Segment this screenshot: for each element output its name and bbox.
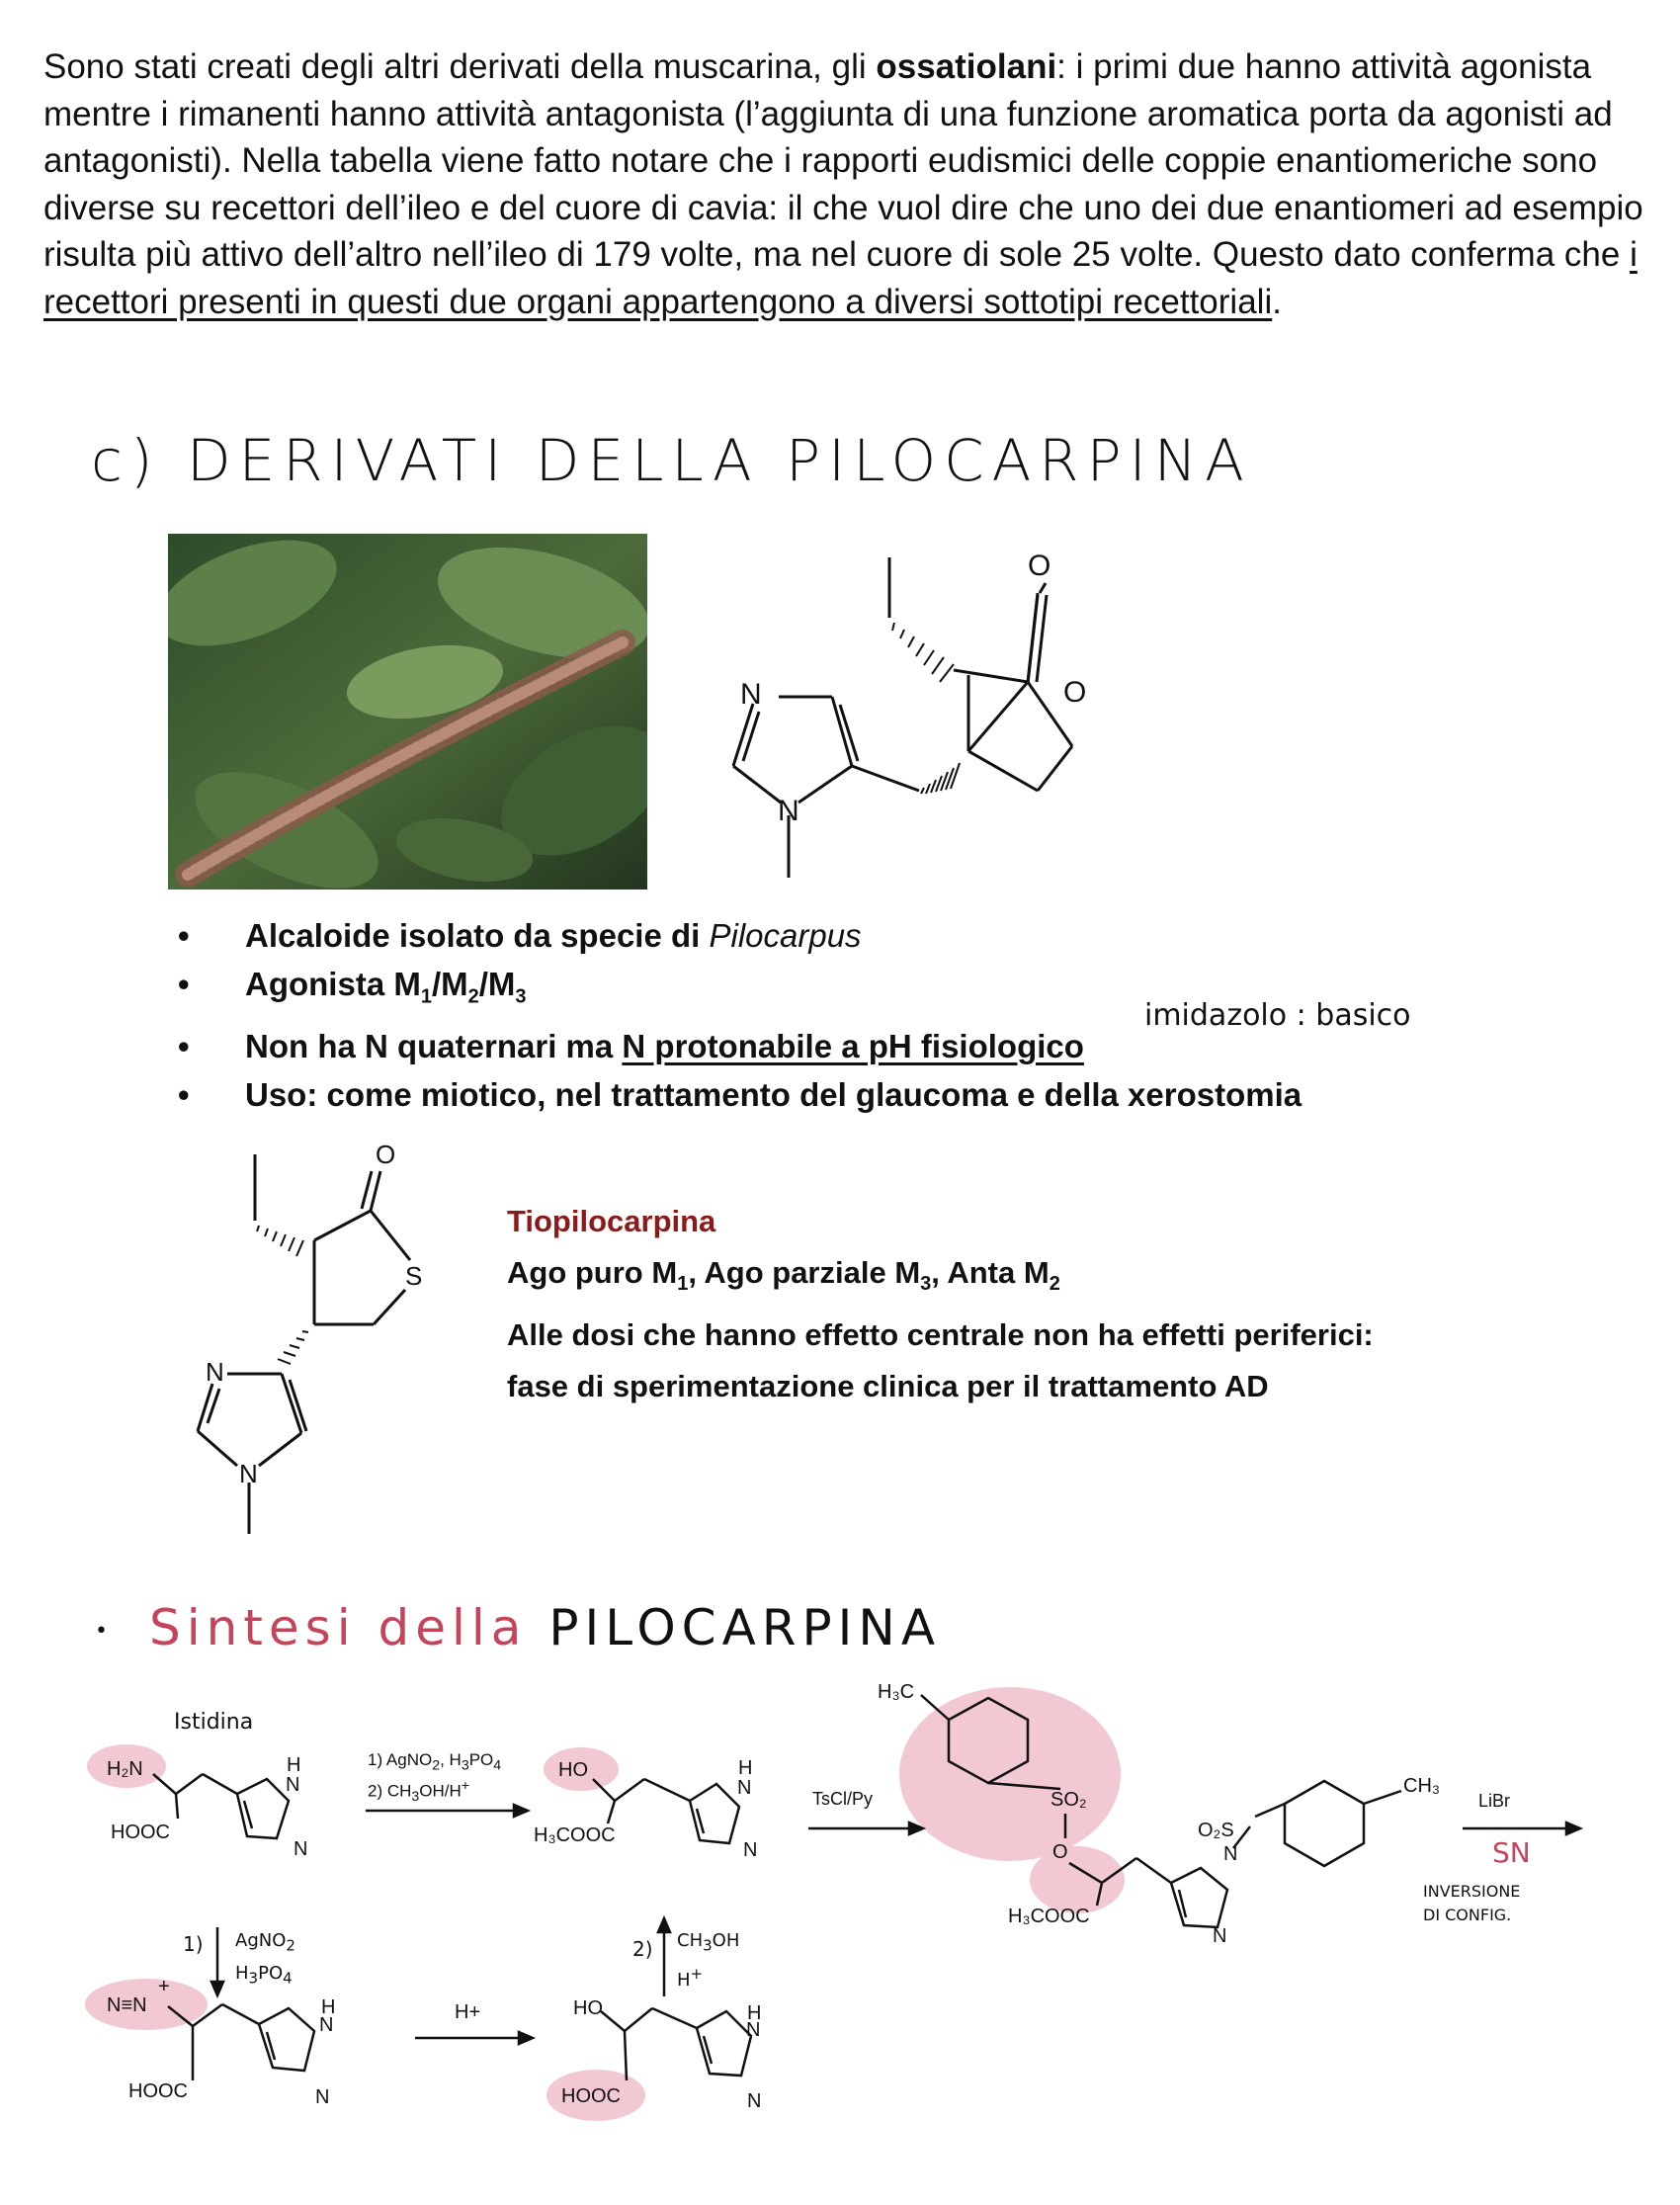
atom-label: O: [1063, 676, 1087, 709]
step1-reagents: AgNO$_2$ $H_3PO_4$: [235, 1930, 295, 1988]
svg-text:H: H: [321, 1996, 336, 2018]
svg-text:O₂S: O₂S: [1198, 1820, 1234, 1841]
svg-text:CH₃: CH₃: [1403, 1775, 1441, 1797]
svg-text:H₃C: H₃C: [878, 1681, 915, 1703]
thio-line-3: fase di sperimentazione clinica per il trattamento AD: [507, 1369, 1269, 1404]
bullet-3: • Non ha N quaternari ma N protonabile a pH fisiologico: [178, 1027, 1084, 1064]
svg-text:N≡N: N≡N: [107, 1994, 147, 2016]
atom-label: N: [778, 795, 799, 827]
atom-label: N: [740, 678, 762, 711]
svg-text:H: H: [287, 1754, 301, 1776]
intro-bold-term: ossatiolani: [876, 47, 1057, 86]
atom-label: O: [376, 1140, 396, 1169]
svg-text:N: N: [294, 1838, 308, 1860]
svg-text:SO₂: SO₂: [1050, 1789, 1087, 1811]
svg-text:N: N: [747, 2090, 762, 2112]
bullet-1: • Alcaloide isolato da specie di Pilocarpus: [178, 917, 862, 954]
step1-label: 1): [183, 1932, 204, 1956]
inversion-note: INVERSIONE DI CONFIG.: [1423, 1882, 1521, 1924]
svg-text:N: N: [737, 1777, 752, 1799]
svg-text:N: N: [286, 1774, 300, 1796]
svg-text:H: H: [738, 1757, 753, 1779]
svg-text:HOOC: HOOC: [561, 2085, 621, 2107]
thio-line-2: Alle dosi che hanno effetto centrale non ha effetti periferici:: [507, 1317, 1374, 1353]
svg-text:HO: HO: [573, 1997, 603, 2019]
svg-text:N: N: [743, 1839, 758, 1861]
bullet-2: • Agonista $M_1/M_2/M_3$: [178, 966, 527, 1008]
atom-label: S: [405, 1261, 423, 1291]
synthesis-title: • Sintesi della PILOCARPINA: [95, 1599, 942, 1656]
step2-label: 2): [632, 1937, 653, 1961]
thio-line-1: Ago puro $M_1$, Ago parziale $M_3$, Anta $M_2$: [507, 1255, 1060, 1296]
intro-text-3: .: [1272, 282, 1282, 321]
atom-label: O: [1028, 550, 1051, 582]
istidina-label: Istidina: [174, 1710, 254, 1735]
hplus-label: H+: [455, 2001, 481, 2023]
intro-underlined: i recettori presenti in questi due organi appartengono a diversi sottotipi recettoriali: [43, 235, 1638, 321]
svg-text:H: H: [747, 2002, 762, 2024]
svg-text:N: N: [1223, 1843, 1238, 1865]
libr-label: LiBr: [1478, 1791, 1511, 1811]
tscl-label: TsCl/Py: [812, 1789, 874, 1809]
svg-text:N: N: [319, 2014, 334, 2036]
intro-text-1: Sono stati creati degli altri derivati della muscarina, gli: [43, 47, 877, 86]
atom-label: N: [239, 1459, 258, 1488]
step-reagents: 1) AgNO$_2$, $H_3PO_4$ 2) $CH_3OH/H^+$: [368, 1750, 502, 1806]
intro-text-2: : i primi due hanno attività agonista mentre i rimanenti hanno attività antagonista (l’aggiunta di una funzione aromatica porta da agonisti ad antagonisti). Nella tabella viene fatto notare che i rapporti eudismici delle coppie enantiomeriche sono diverse su recettori dell’ileo e del cuore di cavia: il che vuol dire che uno dei due enantiomeri ad esempio risulta più attivo dell’altro nell’ileo di 179 volte, ma nel cuore di sole 25 volte. Questo dato conferma che: [43, 47, 1643, 274]
svg-text:N: N: [746, 2019, 761, 2041]
svg-text:H₃COOC: H₃COOC: [534, 1824, 616, 1846]
svg-text:H₂N: H₂N: [107, 1758, 143, 1780]
svg-text:O: O: [1052, 1841, 1068, 1863]
svg-text:+: +: [158, 1976, 170, 1997]
svg-text:HOOC: HOOC: [128, 2080, 188, 2102]
thio-title: Tiopilocarpina: [507, 1204, 716, 1238]
atom-label: N: [206, 1357, 224, 1387]
svg-text:HO: HO: [558, 1759, 588, 1781]
svg-text:N: N: [1213, 1925, 1227, 1947]
section-title: c) DERIVATI DELLA PILOCARPINA: [91, 427, 1252, 494]
step2-reagents: $CH_3OH$ H+: [677, 1930, 740, 1991]
svg-text:N: N: [315, 2086, 330, 2108]
sn-label: SN: [1492, 1836, 1531, 1869]
bullet-4: • Uso: come miotico, nel trattamento del glaucoma e della xerostomia: [178, 1075, 1302, 1113]
svg-text:H₃COOC: H₃COOC: [1008, 1906, 1090, 1927]
svg-text:HOOC: HOOC: [111, 1822, 170, 1843]
handwritten-note: imidazolo : basico: [1144, 998, 1411, 1033]
